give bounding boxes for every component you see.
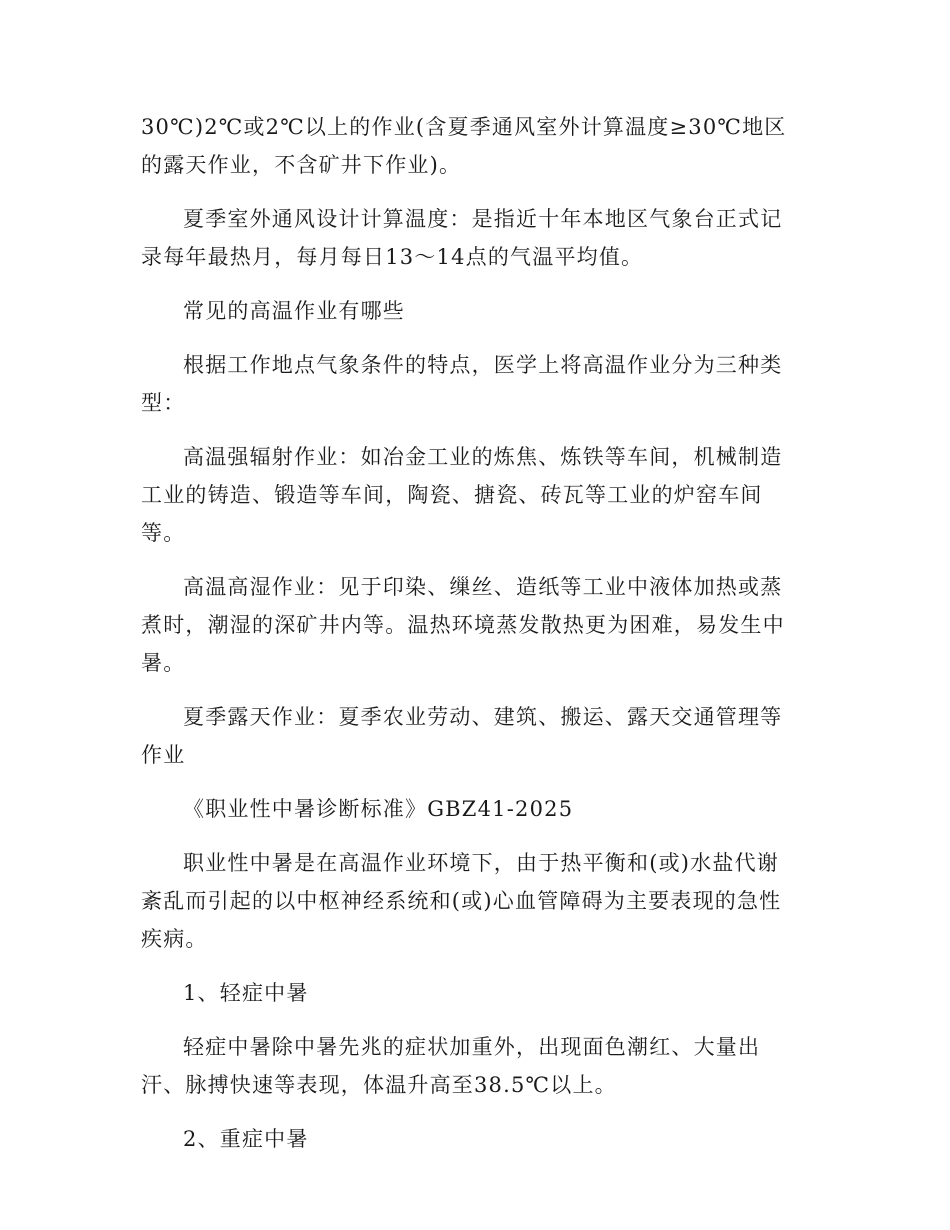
document-body <box>141 108 801 1174</box>
paragraph-summer-outdoor-work: 夏季露天作业：夏季农业劳动、建筑、搬运、露天交通管理等作业 <box>141 705 783 767</box>
section-heading-diagnosis-standard: 《职业性中暑诊断标准》GBZ41-2025 <box>183 797 574 821</box>
section-heading-common-heat-work: 常见的高温作业有哪些 <box>183 299 405 323</box>
paragraph-high-radiation-work: 高温强辐射作业：如冶金工业的炼焦、炼铁等车间，机械制造工业的铸造、锻造等车间，陶瓷、搪瓷、砖瓦等工业的炉窑车间等。 <box>141 445 783 545</box>
subheading-severe-heatstroke: 2、重症中暑 <box>183 1127 309 1151</box>
paragraph-three-types-intro: 根据工作地点气象条件的特点，医学上将高温作业分为三种类型： <box>141 353 783 415</box>
paragraph-heat-work-definition-continued: 30℃)2℃或2℃以上的作业(含夏季通风室外计算温度≥30℃地区的露天作业，不含矿井下作业)。 <box>141 115 787 177</box>
subheading-mild-heatstroke: 1、轻症中暑 <box>183 981 309 1005</box>
paragraph-summer-design-temperature: 夏季室外通风设计计算温度：是指近十年本地区气象台正式记录每年最热月，每月每日13～14点的气温平均值。 <box>141 207 783 269</box>
paragraph-high-humidity-work: 高温高湿作业：见于印染、缫丝、造纸等工业中液体加热或蒸煮时，潮湿的深矿井内等。温热环境蒸发散热更为困难，易发生中暑。 <box>141 575 785 675</box>
paragraph-heatstroke-definition: 职业性中暑是在高温作业环境下，由于热平衡和(或)水盐代谢紊乱而引起的以中枢神经系统和(或)心血管障碍为主要表现的急性疾病。 <box>141 851 782 951</box>
paragraph-mild-heatstroke-description: 轻症中暑除中暑先兆的症状加重外，出现面色潮红、大量出汗、脉搏快速等表现，体温升高至38.5℃以上。 <box>141 1035 761 1097</box>
